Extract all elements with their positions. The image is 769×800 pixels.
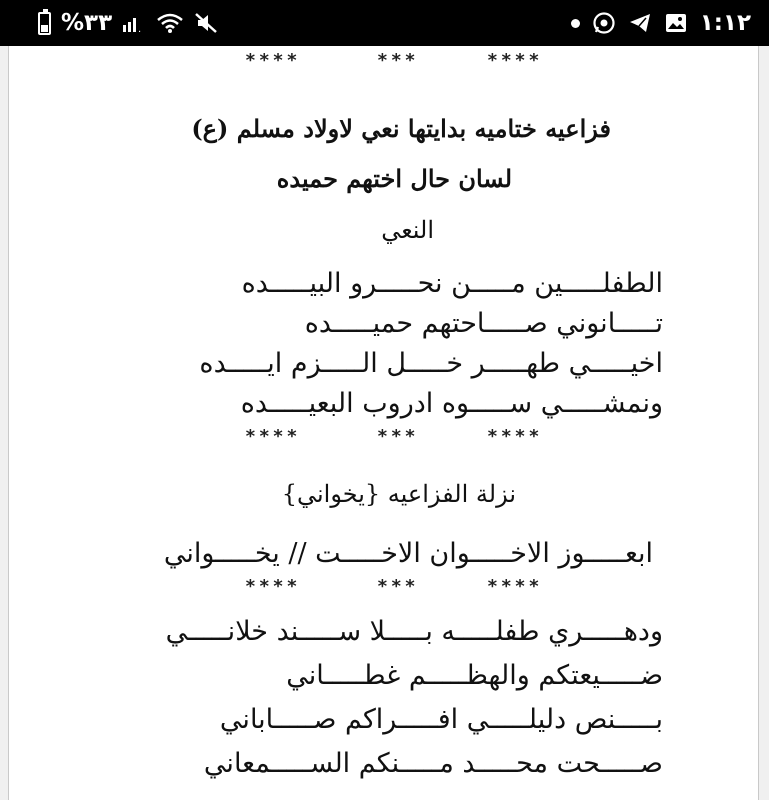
verse-line: ضـــــيعتكم والهظـــــم غطـــــاني: [286, 660, 663, 691]
gallery-icon: [664, 12, 688, 34]
star-group: ***: [377, 50, 419, 71]
star-separator: [9, 576, 760, 598]
document-subtitle: لسان حال اختهم حميده: [276, 164, 512, 193]
whatsapp-icon: [592, 11, 616, 35]
verse-line: الطفلـــــين مـــــن نحـــــرو البيـــــده: [241, 268, 663, 299]
verse-line: ودهـــــري طفلـــــه بـــــلا ســـــند خلانـــــي: [165, 616, 663, 647]
document-viewer[interactable]: [0, 46, 769, 800]
verse-line: صـــــحت محـــــد مـــــنكم الســـــمعاني: [203, 748, 663, 779]
signal-icon: [122, 13, 146, 33]
star-group: ****: [487, 576, 543, 597]
document-page: [8, 46, 759, 800]
verse-line: اخيـــــي طهـــــر خـــــل الـــــزم ايـــــده: [199, 348, 663, 379]
clock: ١:١٢: [699, 10, 751, 36]
star-group: ****: [487, 50, 543, 71]
star-group: ***: [377, 426, 419, 447]
section-heading: نزلة الفزاعيه {يخواني}: [281, 480, 516, 508]
status-bar-right: [571, 0, 751, 46]
battery-icon: [38, 12, 51, 35]
document-title: فزاعيه ختاميه بدايتها نعي لاولاد مسلم (ع): [191, 114, 611, 143]
battery-percentage: %٣٣: [61, 10, 113, 36]
verse-line: ونمشـــــي ســـــوه ادروب البعيـــــده: [240, 388, 663, 419]
star-group: ****: [245, 426, 301, 447]
mute-icon: [194, 12, 218, 34]
star-group: ****: [487, 426, 543, 447]
verse-line: تـــــانوني صـــــاحتهم حميـــــده: [304, 308, 663, 339]
telegram-icon: [628, 12, 652, 34]
status-bar-left: [38, 0, 218, 46]
status-bar: [0, 0, 769, 46]
refrain-line: ابعـــــوز الاخـــــوان الاخـــــت // يخـــــواني: [163, 538, 653, 569]
star-group: ****: [245, 576, 301, 597]
section-heading: النعي: [381, 216, 434, 244]
star-separator: [9, 50, 760, 72]
star-group: ****: [245, 50, 301, 71]
wifi-icon: [156, 12, 184, 34]
star-group: ***: [377, 576, 419, 597]
verse-line: بـــــنص دليلـــــي افـــــراكم صـــــاباني: [219, 704, 663, 735]
dot-icon: [571, 19, 580, 28]
star-separator: [9, 426, 760, 448]
svg-text:.: .: [138, 24, 142, 33]
